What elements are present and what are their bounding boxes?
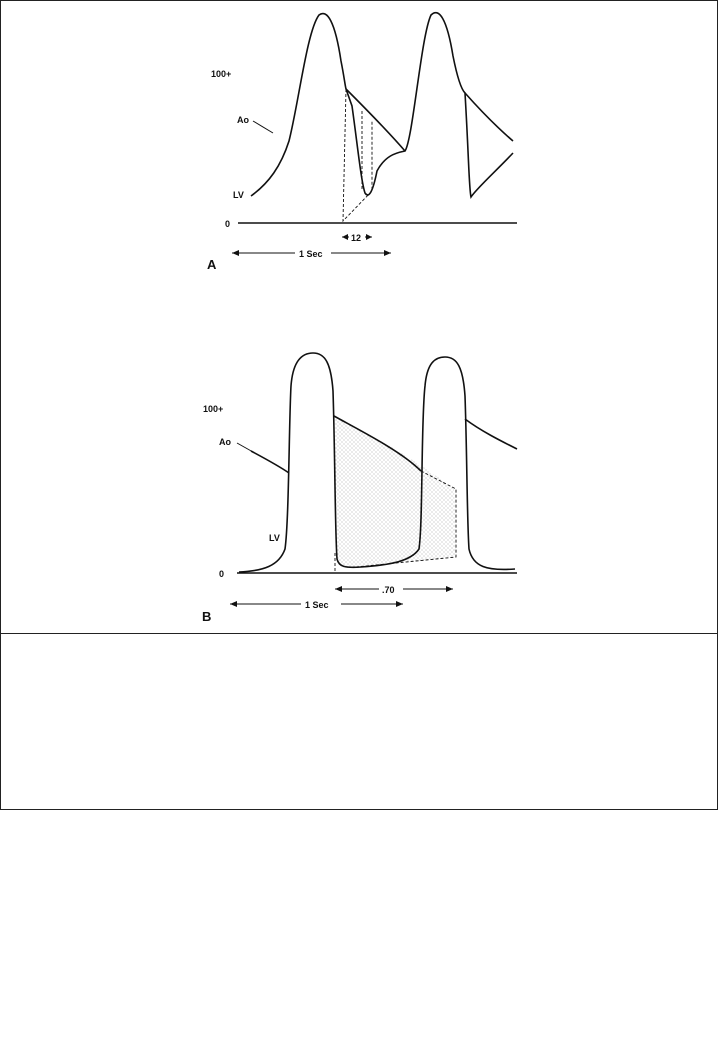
panel-a-label: A (207, 257, 217, 272)
panel-b-time-label: 1 Sec (305, 600, 329, 610)
panel-b-zero-label: 0 (219, 569, 225, 579)
panel-b-aorta-label: Ao (219, 437, 231, 447)
panel-a-interval-arrowhead-left (342, 234, 348, 240)
panel-a-lv-label: LV (233, 190, 244, 200)
panel-b-scale-label: 100+ (203, 404, 224, 414)
figure-cell (1, 1, 717, 634)
panel-b-aortic-tail (465, 419, 517, 449)
panel-a-zero-label: 0 (225, 219, 231, 229)
panel-b-interval-label: .70 (382, 585, 395, 595)
panel-a-interval-arrowhead-right (366, 234, 372, 240)
panel-a-dashed-triangle (343, 89, 372, 221)
panel-a-pressure-trace (251, 13, 513, 197)
panel-a-time-arrowhead-right (384, 250, 391, 256)
panel-a-aortic-decay (346, 89, 405, 151)
panel-a-scale-label: 100+ (211, 69, 232, 79)
caption-cell (1, 634, 717, 809)
panel-b-time-arrowhead-left (230, 601, 237, 607)
panel-a (207, 13, 517, 272)
panel-b (202, 353, 517, 624)
panel-b-time-arrowhead-right (396, 601, 403, 607)
panel-a-time-label: 1 Sec (299, 249, 323, 259)
panel-a-aorta-label: Ao (237, 115, 249, 125)
panel-b-label: B (202, 609, 212, 624)
panel-a-aortic-tail (465, 93, 513, 141)
panel-b-lv-label: LV (269, 533, 280, 543)
panel-a-interval-label: 12 (351, 233, 362, 243)
panel-b-aortic-rise (251, 451, 289, 473)
panel-b-stippled-region (334, 416, 456, 567)
panel-b-interval-arrowhead-left (335, 586, 342, 592)
pressure-diagram (1, 1, 717, 633)
panel-a-time-arrowhead-left (232, 250, 239, 256)
panel-b-interval-arrowhead-right (446, 586, 453, 592)
